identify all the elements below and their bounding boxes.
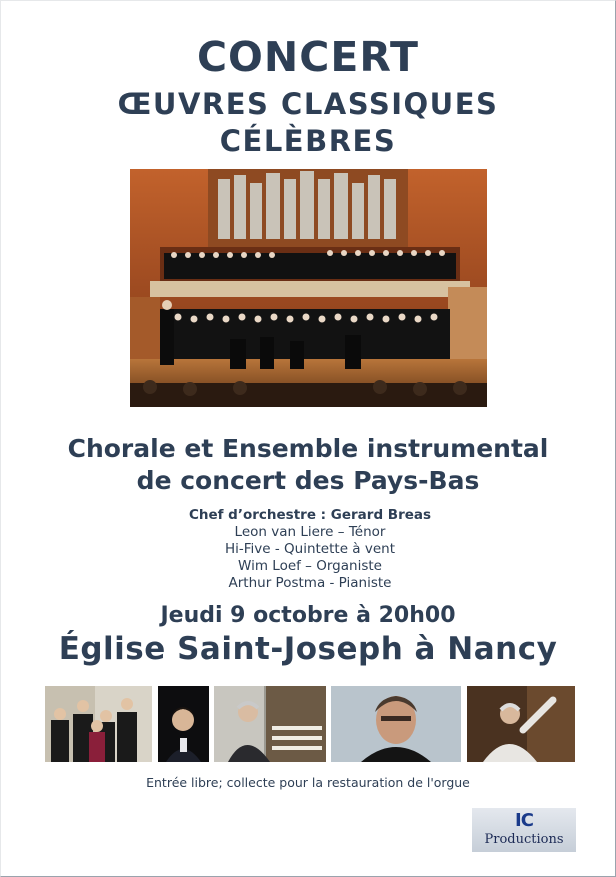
- performer-credit: Leon van Liere – Ténor: [234, 524, 386, 540]
- tenor-photo: [158, 686, 209, 762]
- performer-credit: Arthur Postma - Pianiste: [228, 575, 392, 591]
- quintet-photo: [45, 686, 152, 762]
- credits-list: [170, 507, 450, 592]
- performer-credit: Hi-Five - Quintette à vent: [224, 541, 396, 557]
- event-date: Jeudi 9 octobre à 20h00: [160, 603, 456, 628]
- concert-title: CONCERT: [196, 33, 420, 81]
- logo-mark: IC: [515, 810, 533, 831]
- logo-text: Productions: [484, 832, 564, 847]
- ic-productions-logo: [472, 808, 576, 852]
- performer-credit: Wim Loef – Organiste: [238, 558, 382, 574]
- subtitle-line-2: CÉLÈBRES: [219, 124, 397, 158]
- organist-portrait-photo: [331, 686, 461, 762]
- pianist-photo: [467, 686, 575, 762]
- subtitle-line-1: ŒUVRES CLASSIQUES: [117, 87, 499, 121]
- conductor-credit: Chef d’orchestre : Gerard Breas: [188, 507, 432, 523]
- event-venue: Église Saint-Joseph à Nancy: [58, 631, 558, 667]
- ensemble-line-2: de concert des Pays-Bas: [136, 466, 480, 495]
- ensemble-line-1: Chorale et Ensemble instrumental: [67, 434, 549, 463]
- footer-note: Entrée libre; collecte pour la restauration de l'orgue: [146, 775, 470, 790]
- organist-photo: [214, 686, 326, 762]
- concert-hall-photo: [130, 169, 487, 407]
